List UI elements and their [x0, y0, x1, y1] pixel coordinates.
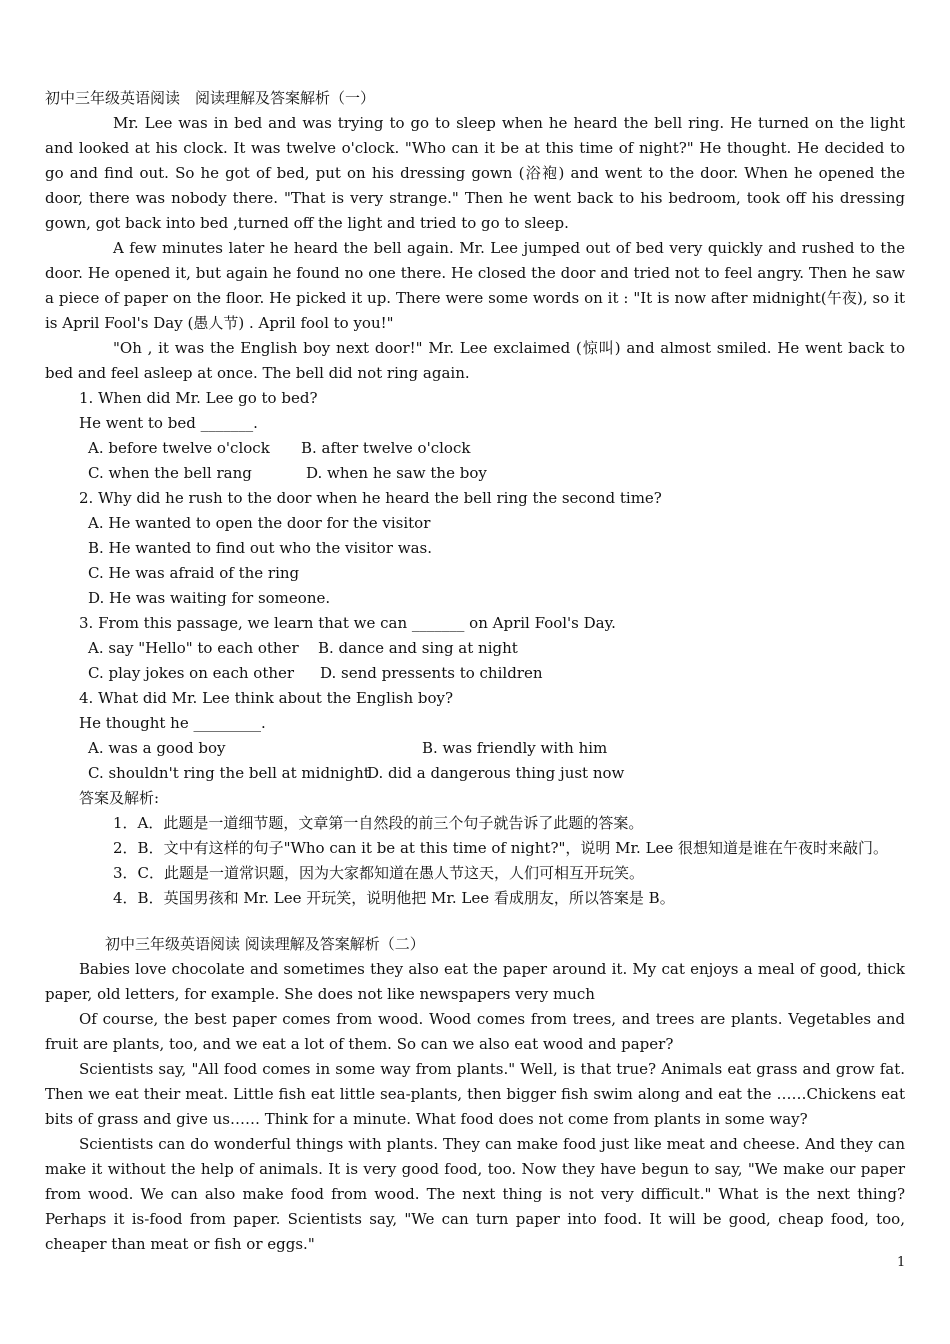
section-2: [45, 957, 905, 1257]
option-1a: A. before twelve o'clock: [88, 439, 270, 457]
question-4: 4. What did Mr. Lee think about the English boy?: [79, 689, 454, 707]
option-3d: D. send pressents to children: [320, 664, 543, 682]
passage2-paragraph-4: Scientists can do wonderful things with plants. They can make food just like meat and cheese. And they can make it without the help of animals. It is very good food, too. Now they have begun to say, "We make our paper from wood. We can also make food from wood. The next thing is not very difficult." What is the next thing? Perhaps it is-food from paper. Scientists say, "We can turn paper into food. It will be good, cheap food, too, cheaper than meat or fish or eggs.": [45, 1135, 905, 1253]
question-4-options-row-2: [88, 761, 905, 786]
question-4-options-row-1: [88, 736, 905, 761]
option-4c: C. shouldn't ring the bell at midnight: [88, 764, 370, 782]
section-1: [45, 111, 905, 911]
page-number: 1: [897, 1255, 906, 1270]
section-heading-1: 初中三年级英语阅读 阅读理解及答案解析（一）: [45, 89, 376, 107]
option-4a: A. was a good boy: [88, 739, 226, 757]
passage1-paragraph-1: Mr. Lee was in bed and was trying to go to sleep when he heard the bell ring. He turned on the light and looked at his clock. It was twelve o'clock. "Who can it be at this time of night?" He thought. He decided to go and find out. So he got of bed, put on his dressing gown (浴袍) and went to the door. When he opened the door, there was nobody there. "That is very strange." Then he went back to his bedroom, took off his dressing gown, got back into bed ,turned off the light and tried to go to sleep.: [45, 114, 905, 232]
option-2b: B. He wanted to find out who the visitor was.: [88, 539, 432, 557]
option-1c: C. when the bell rang: [88, 464, 252, 482]
section-heading-2: 初中三年级英语阅读 阅读理解及答案解析（二）: [105, 935, 425, 953]
answer-1: 1．A．此题是一道细节题，文章第一自然段的前三个句子就告诉了此题的答案。: [113, 814, 644, 832]
question-3: 3. From this passage, we learn that we can _______ on April Fool's Day.: [79, 614, 616, 632]
option-3c: C. play jokes on each other: [88, 664, 295, 682]
option-3a: A. say "Hello" to each other: [88, 639, 299, 657]
passage2-paragraph-1: Babies love chocolate and sometimes they also eat the paper around it. My cat enjoys a meal of good, thick paper, old letters, for example. She does not like newspapers very much: [45, 960, 905, 1003]
option-1b: B. after twelve o'clock: [301, 439, 471, 457]
option-2a: A. He wanted to open the door for the visitor: [88, 514, 431, 532]
passage2-paragraph-2: Of course, the best paper comes from wood. Wood comes from trees, and trees are plants. Vegetables and fruit are plants, too, and we eat a lot of them. So can we also eat wood and paper?: [45, 1010, 905, 1053]
question-3-options-row-2: [88, 661, 905, 686]
answer-2: 2．B．文中有这样的句子"Who can it be at this time of night?"，说明 Mr. Lee 很想知道是谁在午夜时来敲门。: [113, 839, 889, 857]
passage2-paragraph-3: Scientists say, "All food comes in some way from plants." Well, is that true? Animals eat grass and grow fat. Then we eat their meat. Little fish eat little sea-plants, then bigger fish swim along and eat the ……Chickens eat bits of grass and give us…… Think for a minute. What food does not come from plants in some way?: [45, 1060, 905, 1128]
passage1-paragraph-2: A few minutes later he heard the bell again. Mr. Lee jumped out of bed very quickly and rushed to the door. He opened it, but again he found no one there. He closed the door and tried not to feel angry. Then he saw a piece of paper on the floor. He picked it up. There were some words on it : "It is now after midnight(午夜), so it is April Fool's Day (愚人节) . April fool to you!": [45, 239, 905, 332]
question-4-stem: He thought he _________.: [79, 714, 266, 732]
question-1-stem: He went to bed _______.: [79, 414, 258, 432]
option-4d: D. did a dangerous thing just now: [367, 764, 625, 782]
option-3b: B. dance and sing at night: [318, 639, 518, 657]
option-2d: D. He was waiting for someone.: [88, 589, 331, 607]
question-1: 1. When did Mr. Lee go to bed?: [79, 389, 318, 407]
answers-title: 答案及解析:: [79, 789, 160, 807]
passage1-paragraph-3: "Oh , it was the English boy next door!" Mr. Lee exclaimed (惊叫) and almost smiled. He went back to bed and feel asleep at once. The bell did not ring again.: [45, 339, 905, 382]
option-1d: D. when he saw the boy: [306, 464, 487, 482]
option-4b: B. was friendly with him: [422, 739, 608, 757]
option-2c: C. He was afraid of the ring: [88, 564, 300, 582]
question-2: 2. Why did he rush to the door when he heard the bell ring the second time?: [79, 489, 662, 507]
question-1-options-row-1: [88, 436, 905, 461]
question-3-options-row-1: [88, 636, 905, 661]
answer-3: 3．C．此题是一道常识题，因为大家都知道在愚人节这天，人们可相互开玩笑。: [113, 864, 645, 882]
question-1-options-row-2: [88, 461, 905, 486]
answer-4: 4．B．英国男孩和 Mr. Lee 开玩笑，说明他把 Mr. Lee 看成朋友，所以答案是 B。: [113, 889, 675, 907]
